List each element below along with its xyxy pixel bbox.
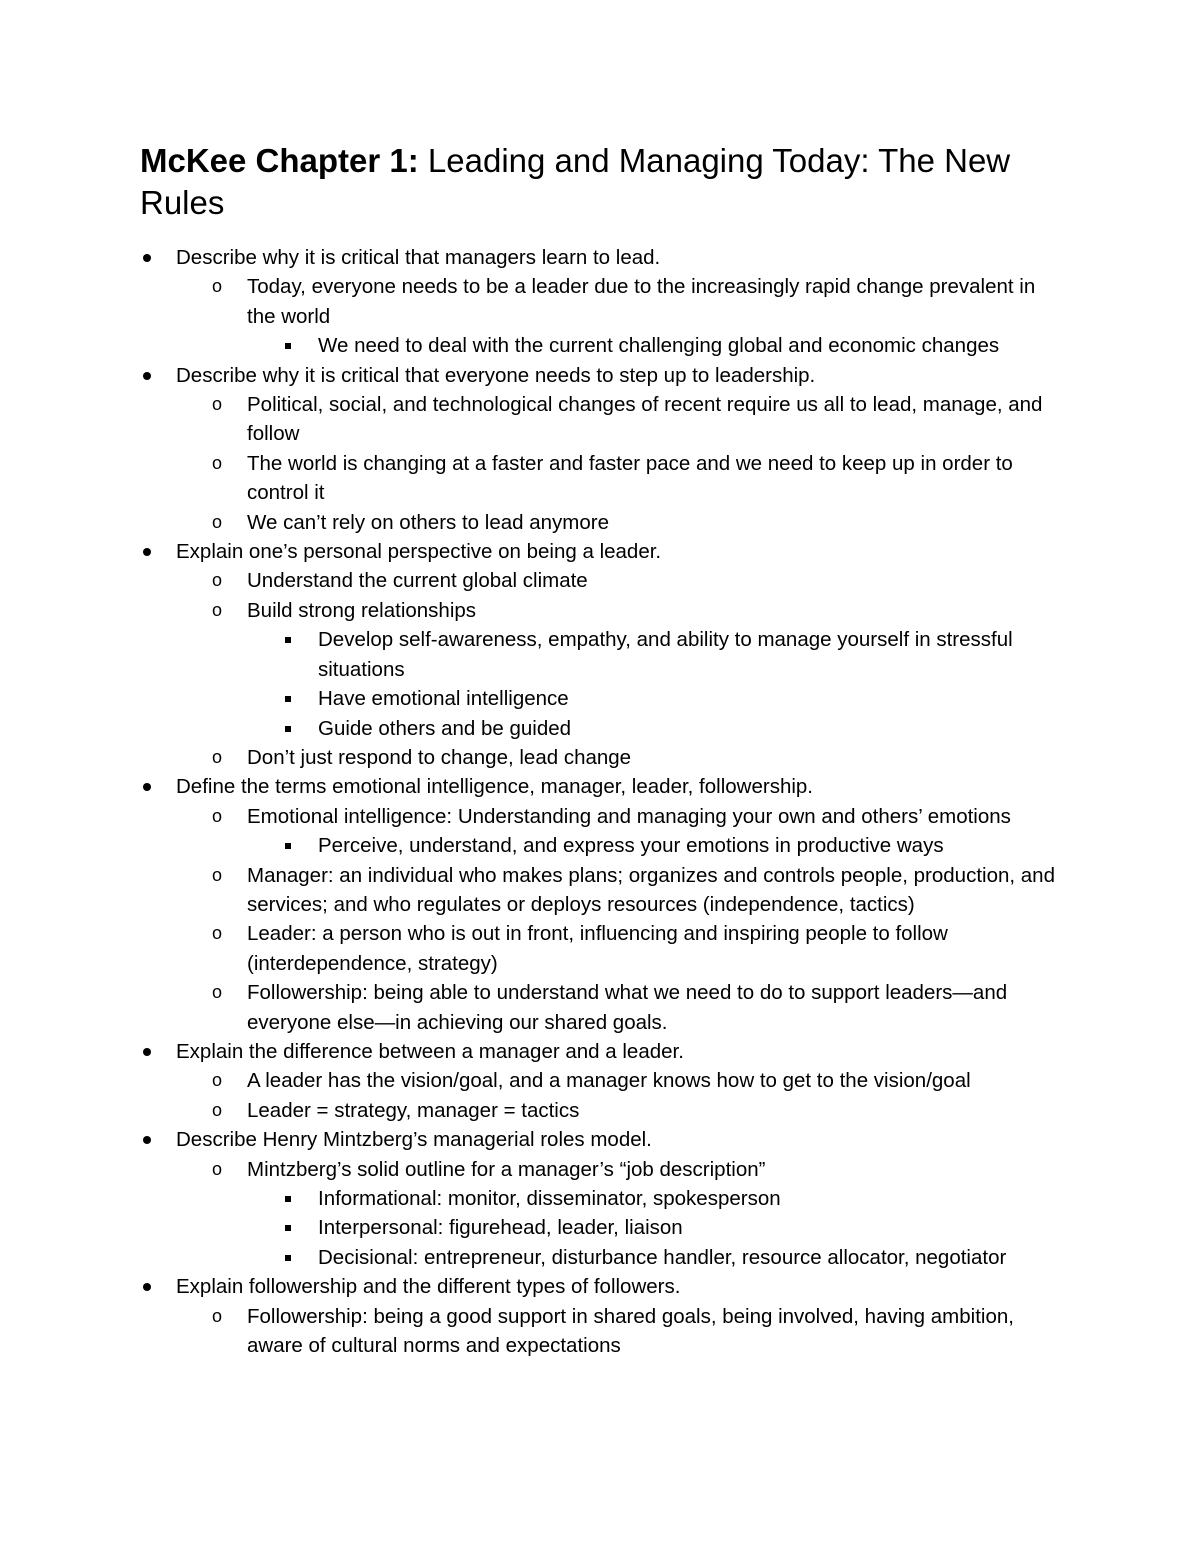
- outline-item-text: Perceive, understand, and express your emotions in productive ways: [318, 834, 944, 858]
- bullet-dot-icon: [143, 254, 151, 262]
- outline-item-text: Describe Henry Mintzberg’s managerial roles model.: [176, 1128, 652, 1152]
- bullet-square-icon: [285, 1196, 291, 1202]
- outline-item-text: Interpersonal: figurehead, leader, liaison: [318, 1216, 683, 1240]
- bullet-circle-marker: o: [212, 394, 223, 415]
- bullet-square-icon: [285, 1255, 291, 1261]
- outline-item-text: The world is changing at a faster and faster pace and we need to keep up in order to control it: [247, 451, 1013, 505]
- outline-item-text: Describe why it is critical that everyone needs to step up to leadership.: [176, 363, 816, 387]
- outline-item-level-2: [140, 802, 1065, 831]
- outline-item-level-2: [140, 1302, 1065, 1361]
- outline-item-text: Develop self-awareness, empathy, and ability to manage yourself in stressful situations: [318, 628, 1013, 681]
- outline-item-text: Build strong relationships: [247, 598, 477, 622]
- bullet-circle-marker: o: [212, 1158, 223, 1179]
- bullet-square-icon: [285, 696, 291, 702]
- outline-item-level-3: [140, 331, 1065, 360]
- outline-item-level-3: [140, 1213, 1065, 1242]
- outline-item-level-2: [140, 566, 1065, 595]
- outline-item-level-3: [140, 1243, 1065, 1272]
- outline-item-level-2: [140, 1066, 1065, 1095]
- outline-item-text: Emotional intelligence: Understanding and managing your own and others’ emotions: [247, 804, 1011, 828]
- outline-item-level-1: [140, 243, 1065, 272]
- bullet-dot-icon: [143, 783, 151, 791]
- outline-item-level-2: [140, 861, 1065, 920]
- bullet-circle-marker: o: [212, 276, 223, 297]
- outline-item-text: Guide others and be guided: [318, 716, 572, 740]
- outline-item-level-1: [140, 1037, 1065, 1066]
- outline-item-level-2: [140, 1096, 1065, 1125]
- outline-list: [140, 243, 1065, 1360]
- outline-item-text: Today, everyone needs to be a leader due to the increasingly rapid change prevalent in the world: [247, 275, 1036, 328]
- bullet-circle-marker: o: [212, 923, 223, 944]
- outline-item-level-2: [140, 390, 1065, 449]
- outline-item-level-1: [140, 1272, 1065, 1301]
- outline-item-level-2: [140, 743, 1065, 772]
- outline-item-text: Don’t just respond to change, lead change: [247, 745, 632, 769]
- outline-item-text: We can’t rely on others to lead anymore: [247, 510, 609, 534]
- outline-item-level-3: [140, 625, 1065, 684]
- bullet-circle-marker: o: [212, 599, 223, 620]
- bullet-circle-marker: o: [212, 805, 223, 826]
- outline-item-text: Understand the current global climate: [247, 569, 588, 593]
- bullet-dot-icon: [143, 548, 151, 556]
- outline-item-level-2: [140, 978, 1065, 1037]
- bullet-circle-marker: o: [212, 1305, 223, 1326]
- outline-item-text: We need to deal with the current challenging global and economic changes: [318, 334, 1000, 358]
- bullet-dot-icon: [143, 1136, 151, 1144]
- bullet-circle-marker: o: [212, 511, 223, 532]
- bullet-square-icon: [285, 726, 291, 732]
- document-title: [140, 140, 1065, 224]
- outline-item-text: Decisional: entrepreneur, disturbance handler, resource allocator, negotiator: [318, 1245, 1007, 1269]
- outline-item-text: Define the terms emotional intelligence, manager, leader, followership.: [176, 775, 813, 799]
- bullet-circle-marker: o: [212, 452, 223, 473]
- outline-item-text: Manager: an individual who makes plans; organizes and controls people, production, and services; and who regulates or deploys resources (independence, tactics): [247, 863, 1055, 916]
- title-regular-part: Leading and Managing Today: The New Rules: [140, 142, 1011, 221]
- title-bold-part: McKee Chapter 1:: [140, 142, 419, 179]
- outline-item-level-2: [140, 272, 1065, 331]
- bullet-circle-marker: o: [212, 746, 223, 767]
- outline-item-level-2: [140, 919, 1065, 978]
- outline-item-level-2: [140, 596, 1065, 625]
- outline-item-level-2: [140, 508, 1065, 537]
- outline-item-level-3: [140, 684, 1065, 713]
- bullet-square-icon: [285, 343, 291, 349]
- bullet-circle-marker: o: [212, 982, 223, 1003]
- outline-item-text: Have emotional intelligence: [318, 687, 569, 711]
- outline-item-level-2: [140, 449, 1065, 508]
- bullet-dot-icon: [143, 1283, 151, 1291]
- outline-item-text: Leader: a person who is out in front, influencing and inspiring people to follow (interdependence, strategy): [247, 922, 948, 975]
- outline-item-text: Explain the difference between a manager and a leader.: [176, 1039, 684, 1063]
- outline-item-level-1: [140, 772, 1065, 801]
- bullet-square-icon: [285, 637, 291, 643]
- bullet-square-icon: [285, 843, 291, 849]
- bullet-dot-icon: [143, 1048, 151, 1056]
- outline-item-text: Describe why it is critical that managers learn to lead.: [176, 246, 661, 269]
- outline-item-text: Mintzberg’s solid outline for a manager’s “job description”: [247, 1157, 766, 1181]
- outline-item-text: Leader = strategy, manager = tactics: [247, 1098, 580, 1122]
- bullet-square-icon: [285, 1225, 291, 1231]
- outline-item-level-3: [140, 1184, 1065, 1213]
- bullet-dot-icon: [143, 372, 151, 380]
- outline-item-level-1: [140, 537, 1065, 566]
- outline-item-text: Followership: being a good support in shared goals, being involved, having ambition, aware of cultural norms and expectations: [247, 1304, 1014, 1358]
- outline-item-level-3: [140, 714, 1065, 743]
- bullet-circle-marker: o: [212, 1070, 223, 1091]
- outline-item-level-1: [140, 1125, 1065, 1154]
- document-page: [140, 140, 1065, 1360]
- outline-item-level-3: [140, 831, 1065, 860]
- outline-item-text: Followership: being able to understand what we need to do to support leaders—and everyone else—in achieving our shared goals.: [247, 981, 1008, 1034]
- outline-item-text: Informational: monitor, disseminator, spokesperson: [318, 1187, 781, 1210]
- outline-item-text: Explain one’s personal perspective on being a leader.: [176, 540, 662, 564]
- outline-item-text: Explain followership and the different types of followers.: [176, 1275, 681, 1299]
- outline-item-text: Political, social, and technological changes of recent require us all to lead, manage, and follow: [247, 393, 1043, 446]
- outline-item-level-2: [140, 1155, 1065, 1184]
- outline-item-text: A leader has the vision/goal, and a manager knows how to get to the vision/goal: [247, 1069, 971, 1093]
- bullet-circle-marker: o: [212, 570, 223, 591]
- outline-item-level-1: [140, 361, 1065, 390]
- bullet-circle-marker: o: [212, 1099, 223, 1120]
- bullet-circle-marker: o: [212, 864, 223, 885]
